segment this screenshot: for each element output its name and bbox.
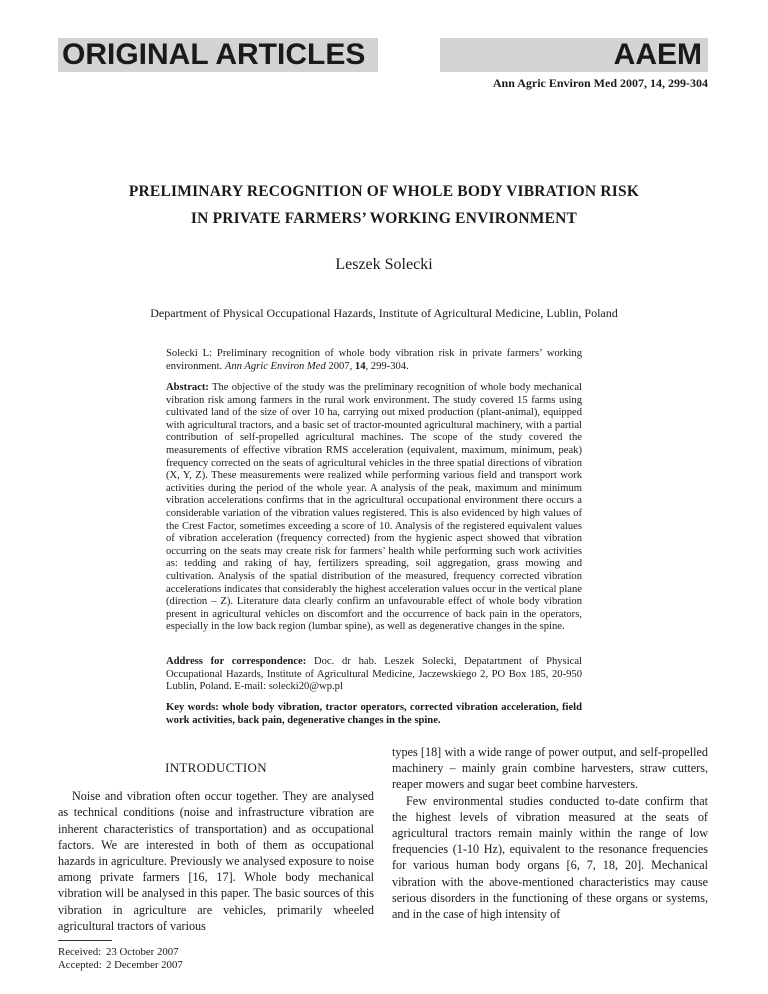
accepted-date: 2 December 2007: [106, 959, 183, 971]
cite-year: 2007,: [325, 360, 355, 372]
cite-journal: Ann Agric Environ Med: [224, 360, 326, 372]
received-label: Received:: [58, 946, 102, 958]
keywords: Key words: whole body vibration, tractor operators, corrected vibration acceleration, field work activities, back pain, degenerative changes in the spine.: [166, 702, 582, 726]
section-heading: INTRODUCTION: [165, 760, 267, 775]
correspondence: [166, 656, 582, 694]
title-line-2: IN PRIVATE FARMERS’ WORKING ENVIRONMENT: [190, 210, 578, 227]
column-right: [392, 744, 708, 922]
accepted-label: Accepted:: [58, 959, 102, 971]
correspondence-text: Doc. dr hab. Leszek Solecki, Depatartment of Physical Occupational Hazards, Institute of Agricultural Medicine, Jaczewskiego 2, PO Box 185, 20-950 Lublin, Poland. E-mail: solecki20@wp.pl: [166, 656, 582, 693]
article-title: [60, 178, 708, 232]
journal-abbrev: AAEM: [440, 38, 708, 72]
citation-reference: [166, 348, 582, 373]
journal-citation: Ann Agric Environ Med 2007, 14, 299-304: [492, 76, 708, 90]
abstract-label: Abstract:: [166, 382, 209, 393]
footnote-divider: [58, 940, 112, 941]
cite-volume: 14: [354, 360, 366, 372]
received-date: 23 October 2007: [106, 946, 179, 958]
section-label: ORIGINAL ARTICLES: [58, 38, 378, 72]
paragraph: Few environmental studies conducted to-date confirm that the highest levels of vibration measured at the seats of agricultural tractors remain mainly within the range of low frequencies (1-10 Hz), equivalent to the resonance frequencies for various human body organs [6, 7, 18, 20]. Mechanical vibration with the above-mentioned characteristics may cause serious disorders in the functioning of these organs or systems, and in the case of high intensity of: [392, 793, 708, 922]
title-line-1: PRELIMINARY RECOGNITION OF WHOLE BODY VIBRATION RISK: [128, 183, 640, 200]
author: Leszek Solecki: [335, 256, 433, 273]
paragraph: Noise and vibration often occur together. They are analysed as technical conditions (noise and infrastructure vibration are inherent characteristics of transportation) and as occupational factors. We are interested in both of them as occupational hazards in agriculture. Previously we analysed exposure to noise among private farmers [16, 17]. Whole body mechanical vibration will be analysed in this paper. The basic sources of this vibration in agriculture are vehicles, primarily wheeled agricultural tractors of various: [58, 789, 374, 933]
cite-lead: Solecki L: Preliminary recognition of whole body vibration risk in private farmers’ working environment.: [166, 348, 582, 372]
paragraph-continued: types [18] with a wide range of power output, and self-propelled machinery – mainly grain combine harvesters, straw cutters, reaper mowers and sugar beet combine harvesters.: [392, 745, 708, 792]
correspondence-label: Address for correspondence:: [166, 656, 307, 667]
article-dates: [58, 946, 183, 972]
abstract: [166, 382, 582, 634]
cite-pages: , 299-304.: [365, 360, 409, 372]
abstract-text: The objective of the study was the preliminary recognition of whole body mechanical vibration risk among farmers in the rural work environment. The study covered 15 farms using cultivated land of the size of over 10 ha, carrying out mixed production (plant-animal), equipped with agricultural tractors, and a basic set of tractor-mounted agricultural machinery, with a partial contribution of self-propelled agricultural machines. The scope of the study covered the measurements of effective vibration RMS acceleration (equivalent, maximum, minimum, peak) frequency corrected on the seats of agricultural vehicles in the three spatial directions of vibration (X, Y, Z). These measurements were realized while performing various field and transport work activities during the period of the whole year. A analysis of the peak, maximum and minimum vibration accelerations confirms that in the agricultural occupational environment there occurs a considerable variation of the vibration values registered. This is also evidenced by high values of the Crest Factor, sometimes exceeding a score of 10. Analysis of the registered equivalent values of vibration acceleration (frequency corrected) from the hygienic aspect showed that vibration occurring on the seats may create risk for farmers’ health while performing such work activities as: tedding and raking of hay, fertilizers spreading, soil aggregation, grass mowing and cultivation. Analysis of the spatial distribution of the measured, frequency corrected vibration accelerations indicates that considerably the highest acceleration values occur in the vertical plane (direction – Z). Literature data clearly confirm an unfavourable effect of whole body vibration present in agricultural vehicles on discomfort and the occurrence of back pain in the operators, especially in the low back region (lumbar spine), as well as degenerative changes in the spine.: [166, 382, 582, 633]
column-left: [58, 760, 374, 934]
affiliation: Department of Physical Occupational Hazards, Institute of Agricultural Medicine, Lublin, Poland: [150, 306, 618, 320]
